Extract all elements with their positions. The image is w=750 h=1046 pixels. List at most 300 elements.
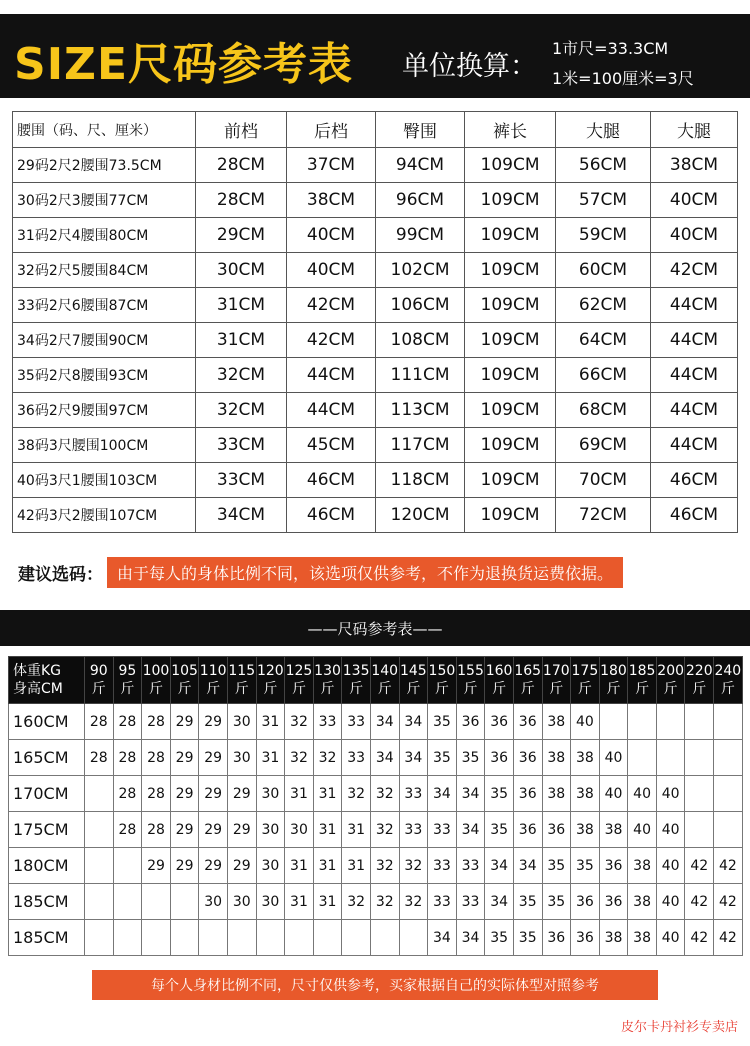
table-row <box>13 148 738 183</box>
waist-size-cell: 32码2尺5腰围84CM <box>13 253 196 288</box>
weight-column-header <box>599 657 628 704</box>
table-row <box>9 812 743 848</box>
measurement-cell: 109CM <box>465 323 556 358</box>
size-cell: 31 <box>256 704 285 740</box>
size-cell: 36 <box>513 740 542 776</box>
weight-column-header <box>113 657 142 704</box>
size-cell: 40 <box>656 812 685 848</box>
measurement-cell: 60CM <box>556 253 651 288</box>
weight-column-header <box>428 657 457 704</box>
size-cell <box>199 920 228 956</box>
measurement-cell: 57CM <box>556 183 651 218</box>
measurement-cell: 94CM <box>376 148 465 183</box>
size-cell: 35 <box>571 848 600 884</box>
size-cell: 29 <box>170 776 199 812</box>
measurement-cell: 42CM <box>287 288 376 323</box>
size-cell: 32 <box>370 812 399 848</box>
measurement-cell: 111CM <box>376 358 465 393</box>
measurement-cell: 109CM <box>465 148 556 183</box>
size-cell: 30 <box>227 704 256 740</box>
measurement-cell: 31CM <box>196 288 287 323</box>
size-cell: 36 <box>571 884 600 920</box>
measurement-cell: 38CM <box>651 148 738 183</box>
size-cell: 31 <box>285 776 314 812</box>
size-cell: 28 <box>113 704 142 740</box>
waist-size-cell: 36码2尺9腰围97CM <box>13 393 196 428</box>
waist-size-cell: 35码2尺8腰围93CM <box>13 358 196 393</box>
size-chart-table <box>12 111 738 533</box>
measurement-cell: 44CM <box>651 428 738 463</box>
measurement-cell: 59CM <box>556 218 651 253</box>
size-cell: 28 <box>142 740 171 776</box>
size-cell <box>714 740 743 776</box>
size-cell: 30 <box>256 848 285 884</box>
measurement-cell: 38CM <box>287 183 376 218</box>
size-cell <box>714 704 743 740</box>
size-cell <box>142 884 171 920</box>
measurement-cell: 109CM <box>465 498 556 533</box>
measurement-cell: 44CM <box>651 288 738 323</box>
weight-height-table <box>8 656 743 956</box>
weight-column-header <box>456 657 485 704</box>
waist-size-cell: 29码2尺2腰围73.5CM <box>13 148 196 183</box>
size-cell: 42 <box>685 920 714 956</box>
size-cell: 32 <box>342 884 371 920</box>
size-cell <box>142 920 171 956</box>
size-cell: 29 <box>170 812 199 848</box>
weight-column-header <box>513 657 542 704</box>
size-cell <box>685 812 714 848</box>
size-cell <box>113 884 142 920</box>
weight-unit: 斤 <box>720 681 735 697</box>
table-row <box>9 920 743 956</box>
table-row <box>13 358 738 393</box>
size-cell: 36 <box>513 704 542 740</box>
table-row <box>13 218 738 253</box>
weight-unit: 斤 <box>91 681 106 697</box>
size-cell: 36 <box>485 740 514 776</box>
size-cell <box>256 920 285 956</box>
size-cell: 38 <box>542 776 571 812</box>
weight-value: 120 <box>256 662 284 679</box>
size-cell: 33 <box>342 704 371 740</box>
size-cell: 30 <box>227 884 256 920</box>
size-cell <box>113 848 142 884</box>
size-cell <box>399 920 428 956</box>
size-cell: 42 <box>714 848 743 884</box>
weight-column-header <box>628 657 657 704</box>
waist-size-cell: 33码2尺6腰围87CM <box>13 288 196 323</box>
measurement-cell: 99CM <box>376 218 465 253</box>
height-cell: 185CM <box>9 920 85 956</box>
size-cell: 42 <box>685 884 714 920</box>
measurement-cell: 46CM <box>651 498 738 533</box>
weight-value: 150 <box>428 662 456 679</box>
size-cell: 31 <box>313 812 342 848</box>
size-cell: 28 <box>113 776 142 812</box>
weight-unit: 斤 <box>406 681 421 697</box>
waist-size-cell: 30码2尺3腰围77CM <box>13 183 196 218</box>
size-cell: 35 <box>542 848 571 884</box>
measurement-cell: 42CM <box>651 253 738 288</box>
size-cell: 31 <box>313 776 342 812</box>
size-cell: 38 <box>542 740 571 776</box>
size-cell: 35 <box>428 704 457 740</box>
size-cell: 40 <box>628 812 657 848</box>
conversion-line-2: 1米=100厘米=3尺 <box>552 69 694 88</box>
size-cell: 34 <box>370 704 399 740</box>
weight-value: 165 <box>514 662 542 679</box>
size-cell <box>656 704 685 740</box>
weight-unit: 斤 <box>549 681 564 697</box>
size-cell: 34 <box>456 776 485 812</box>
weight-unit: 斤 <box>635 681 650 697</box>
size-cell: 33 <box>428 812 457 848</box>
weight-unit: 斤 <box>492 681 507 697</box>
table-row <box>9 776 743 812</box>
size-cell <box>685 776 714 812</box>
size-cell <box>85 848 114 884</box>
size-cell: 33 <box>313 704 342 740</box>
measurement-cell: 96CM <box>376 183 465 218</box>
size-cell: 36 <box>571 920 600 956</box>
weight-unit: 斤 <box>177 681 192 697</box>
size-cell: 35 <box>513 884 542 920</box>
measurement-cell: 30CM <box>196 253 287 288</box>
size-cell: 35 <box>485 812 514 848</box>
weight-value: 140 <box>371 662 399 679</box>
weight-column-header <box>571 657 600 704</box>
weight-unit: 斤 <box>520 681 535 697</box>
size-cell <box>714 776 743 812</box>
size-cell: 33 <box>428 848 457 884</box>
size-cell: 31 <box>285 848 314 884</box>
size-cell: 32 <box>285 704 314 740</box>
weight-table-body <box>9 704 743 956</box>
size-cell <box>370 920 399 956</box>
weight-value: 180 <box>600 662 627 679</box>
advice-text: 由于每人的身体比例不同，该选项仅供参考，不作为退换货运费依据。 <box>107 557 623 588</box>
size-cell: 29 <box>170 848 199 884</box>
size-cell: 42 <box>685 848 714 884</box>
weight-value: 200 <box>657 662 685 679</box>
measurement-cell: 120CM <box>376 498 465 533</box>
size-cell: 34 <box>399 740 428 776</box>
conversion-line-1: 1市尺=33.3CM <box>552 39 669 58</box>
measurement-cell: 56CM <box>556 148 651 183</box>
size-cell: 29 <box>227 812 256 848</box>
size-cell <box>85 920 114 956</box>
measurement-cell: 44CM <box>651 323 738 358</box>
size-cell <box>227 920 256 956</box>
weight-unit: 斤 <box>434 681 449 697</box>
size-cell: 40 <box>628 776 657 812</box>
table-row <box>9 884 743 920</box>
waist-size-cell: 34码2尺7腰围90CM <box>13 323 196 358</box>
column-header: 腰围（码、尺、厘米） <box>13 112 196 148</box>
table-row <box>13 323 738 358</box>
size-cell: 35 <box>485 920 514 956</box>
size-cell: 35 <box>542 884 571 920</box>
weight-value: 240 <box>714 662 742 679</box>
size-cell: 31 <box>256 740 285 776</box>
size-cell: 36 <box>542 812 571 848</box>
measurement-cell: 40CM <box>287 253 376 288</box>
size-cell: 38 <box>542 704 571 740</box>
size-cell: 28 <box>113 740 142 776</box>
size-cell: 33 <box>399 812 428 848</box>
weight-column-header <box>542 657 571 704</box>
waist-size-cell: 40码3尺1腰围103CM <box>13 463 196 498</box>
size-table-body <box>13 148 738 533</box>
size-cell: 36 <box>485 704 514 740</box>
weight-column-header <box>656 657 685 704</box>
size-cell <box>685 740 714 776</box>
size-cell: 38 <box>628 920 657 956</box>
weight-column-header <box>485 657 514 704</box>
measurement-cell: 29CM <box>196 218 287 253</box>
column-header: 大腿 <box>651 112 738 148</box>
weight-value: 110 <box>199 662 227 679</box>
unit-conversion-label: 单位换算： <box>402 51 537 82</box>
size-cell: 29 <box>199 740 228 776</box>
weight-unit: 斤 <box>120 681 135 697</box>
advice-label: 建议选码： <box>18 564 103 585</box>
size-cell: 38 <box>599 920 628 956</box>
size-cell: 30 <box>199 884 228 920</box>
waist-size-cell: 42码3尺2腰围107CM <box>13 498 196 533</box>
measurement-cell: 62CM <box>556 288 651 323</box>
weight-unit: 斤 <box>263 681 278 697</box>
measurement-cell: 32CM <box>196 358 287 393</box>
waist-size-cell: 31码2尺4腰围80CM <box>13 218 196 253</box>
weight-column-header <box>256 657 285 704</box>
weight-column-header <box>342 657 371 704</box>
size-cell: 40 <box>599 776 628 812</box>
size-cell: 31 <box>285 884 314 920</box>
measurement-cell: 66CM <box>556 358 651 393</box>
column-header: 裤长 <box>465 112 556 148</box>
weight-unit: 斤 <box>234 681 249 697</box>
size-cell: 34 <box>485 884 514 920</box>
measurement-cell: 109CM <box>465 218 556 253</box>
size-cell: 36 <box>513 812 542 848</box>
size-cell: 35 <box>513 920 542 956</box>
size-cell: 29 <box>199 776 228 812</box>
size-cell: 35 <box>428 740 457 776</box>
measurement-cell: 44CM <box>651 393 738 428</box>
measurement-cell: 28CM <box>196 148 287 183</box>
weight-value: 135 <box>342 662 370 679</box>
size-cell: 34 <box>485 848 514 884</box>
measurement-cell: 46CM <box>651 463 738 498</box>
weight-unit: 斤 <box>291 681 306 697</box>
weight-value: 145 <box>399 662 427 679</box>
size-cell: 38 <box>571 812 600 848</box>
weight-value: 170 <box>542 662 570 679</box>
measurement-cell: 69CM <box>556 428 651 463</box>
size-cell: 29 <box>227 776 256 812</box>
size-cell: 36 <box>513 776 542 812</box>
measurement-cell: 109CM <box>465 393 556 428</box>
size-cell: 38 <box>571 740 600 776</box>
size-cell <box>85 776 114 812</box>
weight-value: 160 <box>485 662 513 679</box>
section-title: ——尺码参考表—— <box>307 620 443 638</box>
size-cell: 32 <box>370 776 399 812</box>
measurement-cell: 109CM <box>465 253 556 288</box>
height-cell: 160CM <box>9 704 85 740</box>
weight-unit: 斤 <box>577 681 592 697</box>
size-cell <box>342 920 371 956</box>
size-cell: 33 <box>428 884 457 920</box>
measurement-cell: 113CM <box>376 393 465 428</box>
weight-value: 95 <box>118 662 137 679</box>
table-row <box>13 428 738 463</box>
weight-column-header <box>199 657 228 704</box>
size-cell: 36 <box>542 920 571 956</box>
weight-value: 125 <box>285 662 313 679</box>
size-cell: 34 <box>456 812 485 848</box>
measurement-cell: 46CM <box>287 463 376 498</box>
size-cell: 28 <box>142 812 171 848</box>
height-cell: 175CM <box>9 812 85 848</box>
size-cell: 31 <box>313 884 342 920</box>
store-watermark: 皮尔卡丹衬衫专卖店 <box>620 1020 738 1035</box>
measurement-cell: 72CM <box>556 498 651 533</box>
measurement-cell: 40CM <box>287 218 376 253</box>
header-bar <box>0 14 750 98</box>
size-cell <box>714 812 743 848</box>
size-cell: 28 <box>85 704 114 740</box>
size-cell: 42 <box>714 920 743 956</box>
size-cell: 34 <box>513 848 542 884</box>
size-cell <box>113 920 142 956</box>
size-cell: 34 <box>428 776 457 812</box>
size-cell: 29 <box>199 704 228 740</box>
table-row <box>13 288 738 323</box>
weight-column-header <box>227 657 256 704</box>
weight-value: 155 <box>457 662 484 679</box>
weight-value: 90 <box>89 662 108 679</box>
size-cell: 40 <box>656 884 685 920</box>
page-title: SIZE尺码参考表 <box>14 39 354 90</box>
measurement-cell: 31CM <box>196 323 287 358</box>
measurement-cell: 45CM <box>287 428 376 463</box>
size-cell: 29 <box>170 740 199 776</box>
weight-unit: 斤 <box>606 681 621 697</box>
measurement-cell: 28CM <box>196 183 287 218</box>
table-row <box>9 848 743 884</box>
size-cell: 38 <box>599 812 628 848</box>
size-cell: 32 <box>313 740 342 776</box>
weight-unit: 斤 <box>349 681 364 697</box>
size-cell: 38 <box>571 776 600 812</box>
measurement-cell: 33CM <box>196 463 287 498</box>
size-cell: 30 <box>256 776 285 812</box>
measurement-cell: 109CM <box>465 288 556 323</box>
size-cell: 29 <box>142 848 171 884</box>
table-row <box>13 498 738 533</box>
weight-value: 185 <box>628 662 656 679</box>
table-row <box>13 393 738 428</box>
corner-weight-label: 体重KG <box>13 662 62 679</box>
size-cell: 40 <box>656 920 685 956</box>
size-cell: 34 <box>428 920 457 956</box>
size-cell: 28 <box>85 740 114 776</box>
measurement-cell: 42CM <box>287 323 376 358</box>
measurement-cell: 40CM <box>651 218 738 253</box>
measurement-cell: 117CM <box>376 428 465 463</box>
size-cell: 29 <box>227 848 256 884</box>
measurement-cell: 68CM <box>556 393 651 428</box>
weight-value: 100 <box>142 662 170 679</box>
measurement-cell: 118CM <box>376 463 465 498</box>
size-cell <box>313 920 342 956</box>
size-cell: 40 <box>656 848 685 884</box>
size-cell: 33 <box>456 884 485 920</box>
size-cell: 36 <box>456 704 485 740</box>
size-cell: 36 <box>599 848 628 884</box>
size-cell: 32 <box>285 740 314 776</box>
size-cell <box>599 704 628 740</box>
size-cell: 35 <box>456 740 485 776</box>
size-cell: 40 <box>656 776 685 812</box>
size-cell: 34 <box>399 704 428 740</box>
size-cell <box>85 884 114 920</box>
weight-column-header <box>170 657 199 704</box>
size-cell: 29 <box>199 812 228 848</box>
height-cell: 165CM <box>9 740 85 776</box>
table-row <box>13 463 738 498</box>
measurement-cell: 64CM <box>556 323 651 358</box>
column-header: 前档 <box>196 112 287 148</box>
weight-unit: 斤 <box>206 681 221 697</box>
measurement-cell: 109CM <box>465 463 556 498</box>
measurement-cell: 44CM <box>651 358 738 393</box>
weight-column-header <box>85 657 114 704</box>
weight-column-header <box>685 657 714 704</box>
weight-column-header <box>285 657 314 704</box>
size-cell: 30 <box>227 740 256 776</box>
table-row <box>13 183 738 218</box>
size-cell: 32 <box>399 884 428 920</box>
measurement-cell: 70CM <box>556 463 651 498</box>
weight-column-header <box>313 657 342 704</box>
size-table-header-row <box>13 112 738 148</box>
table-row <box>9 740 743 776</box>
size-cell: 38 <box>628 884 657 920</box>
measurement-cell: 46CM <box>287 498 376 533</box>
weight-unit: 斤 <box>148 681 163 697</box>
measurement-cell: 37CM <box>287 148 376 183</box>
measurement-cell: 44CM <box>287 358 376 393</box>
size-cell: 32 <box>399 848 428 884</box>
height-cell: 185CM <box>9 884 85 920</box>
size-cell <box>656 740 685 776</box>
measurement-cell: 109CM <box>465 428 556 463</box>
size-cell: 36 <box>599 884 628 920</box>
size-cell: 32 <box>370 884 399 920</box>
measurement-cell: 109CM <box>465 183 556 218</box>
weight-unit: 斤 <box>377 681 392 697</box>
size-cell <box>685 704 714 740</box>
size-cell: 33 <box>399 776 428 812</box>
measurement-cell: 102CM <box>376 253 465 288</box>
height-cell: 180CM <box>9 848 85 884</box>
size-cell: 31 <box>313 848 342 884</box>
size-cell <box>85 812 114 848</box>
